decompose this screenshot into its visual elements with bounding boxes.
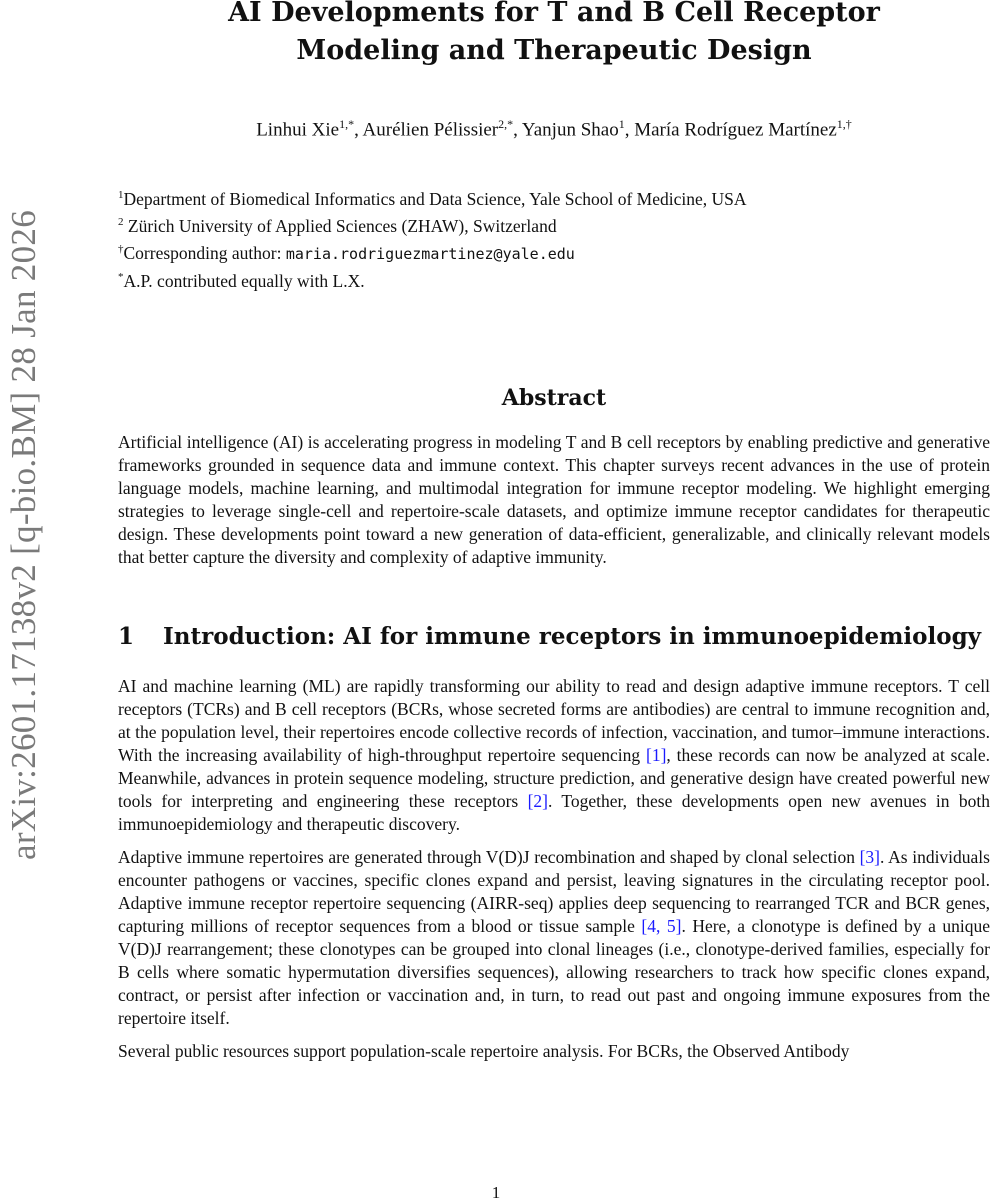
intro-paragraph-1 — [118, 675, 990, 836]
citation-link[interactable]: [1] — [646, 744, 667, 765]
intro-paragraph-3: Several public resources support population-scale repertoire analysis. For BCRs, the Observed Antibody — [118, 1040, 850, 1061]
citation-link[interactable]: [2] — [527, 790, 548, 811]
paper-page — [118, 0, 990, 1063]
paragraph-text: . Together, these developments open new avenues in both immunoepidemiology and therapeutic discovery. — [118, 790, 990, 834]
equal-contribution-note — [118, 266, 990, 293]
section-heading — [118, 619, 990, 655]
affiliation-mark: 2 — [118, 216, 124, 229]
citation-link[interactable]: [3] — [859, 846, 881, 867]
paragraph-text: . Here, a clonotype is defined by a unique V(D)J rearrangement; these clonotypes can be grouped into clonal lineages (i.e., clonotype-derived families, especially for B cells where somatic hypermutation diversifies sequences), allowing researchers to track how specific clones expand, contract, or persist after infection or vaccination and, in turn, to read out past and ongoing immune exposures from the repertoire itself. — [118, 915, 990, 1028]
title-line-1: AI Developments for T and B Cell Receptor — [228, 0, 880, 28]
intro-paragraph-2 — [118, 846, 990, 1030]
citation-link[interactable]: [4, 5] — [641, 915, 682, 936]
paragraph-text: AI and machine learning (ML) are rapidly transforming our ability to read and design adaptive immune receptors. T cell receptors (TCRs) and B cell receptors (BCRs, whose secreted forms are antibodies) are central to immune recognition and, at the population level, their repertoires encode collective records of infection, vaccination, and tumor–immune interactions. With the increasing availability of high-throughput repertoire sequencing — [118, 675, 990, 765]
author-mark: 1,* — [339, 117, 355, 131]
abstract-heading: Abstract — [501, 384, 607, 411]
affiliation-2 — [118, 211, 990, 238]
corresponding-mark: † — [118, 242, 124, 255]
affiliation-mark: 1 — [118, 189, 124, 202]
page-number: 1 — [491, 1183, 501, 1202]
equal-text: A.P. contributed equally with L.X. — [123, 270, 365, 291]
equal-mark: * — [118, 270, 124, 283]
paragraph-text: . As individuals encounter pathogens or vaccines, specific clones expand and persist, leaving signatures in the circulating receptor pool. Adaptive immune receptor repertoire sequencing (AIRR-seq) applies deep sequencing to rearranged TCR and BCR genes, capturing millions of receptor sequences from a blood or tissue sample — [118, 846, 990, 936]
title-line-2: Modeling and Therapeutic Design — [296, 35, 812, 66]
section-title: Introduction: AI for immune receptors in immunoepidemiology — [163, 622, 982, 650]
author-mark: 2,* — [498, 117, 514, 131]
author-name: Aurélien Pélissier — [362, 119, 499, 141]
corresponding-email[interactable]: maria.rodriguezmartinez@yale.edu — [285, 244, 575, 263]
affiliation-1 — [118, 184, 990, 211]
author-mark: 1 — [618, 117, 625, 131]
paragraph-text: Adaptive immune repertoires are generated through V(D)J recombination and shaped by clonal selection — [118, 846, 860, 867]
author-name: Linhui Xie — [256, 119, 340, 141]
author-name: Yanjun Shao — [521, 119, 619, 141]
affiliation-text: Department of Biomedical Informatics and Data Science, Yale School of Medicine, USA — [123, 189, 747, 210]
paper-title — [118, 0, 990, 70]
author-list: Linhui Xie$^{1,*}$, Aurélien Pélissier$^{2,*}$, Yanjun Shao$^1$, María Rodríguez Martínez$^{1,\dagger}$ — [256, 117, 852, 141]
section-number: 1 — [118, 622, 135, 650]
affiliation-text: Zürich University of Applied Sciences (ZHAW), Switzerland — [123, 215, 557, 236]
corresponding-label: Corresponding author: — [123, 242, 286, 263]
arxiv-stamp — [0, 170, 48, 900]
author-name: María Rodríguez Martínez — [634, 119, 837, 141]
corresponding-author — [118, 238, 990, 266]
paragraph-text: , these records can now be analyzed at scale. Meanwhile, advances in protein sequence modeling, structure prediction, and generative design have created powerful new tools for interpreting and engineering these receptors — [118, 744, 990, 811]
arxiv-stamp-text: arXiv:2601.17138v2 [q-bio.BM] 28 Jan 2026 — [4, 209, 43, 861]
abstract-body: Artificial intelligence (AI) is accelerating progress in modeling T and B cell receptors by enabling predictive and generative frameworks grounded in sequence data and immune context. This chapter surveys recent advances in the use of protein language models, machine learning, and multimodal integration for immune receptor modeling. We highlight emerging strategies to leverage single-cell and repertoire-scale datasets, and optimize immune receptor candidates for therapeutic design. These developments point toward a new generation of data-efficient, generalizable, and clinically relevant models that better capture the diversity and complexity of adaptive immunity. — [118, 431, 990, 567]
author-mark: 1,† — [836, 117, 852, 131]
affiliations — [118, 184, 990, 292]
